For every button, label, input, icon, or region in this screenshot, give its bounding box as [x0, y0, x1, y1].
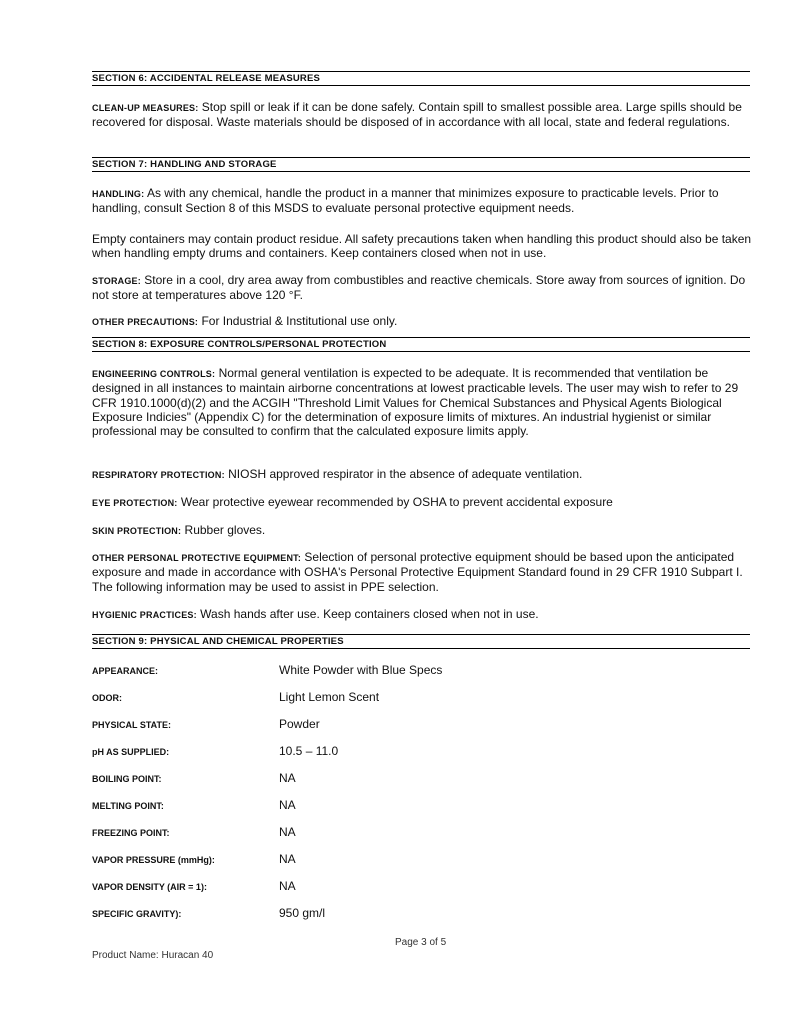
property-row: [92, 690, 752, 708]
hygienic-practices-label: HYGIENIC PRACTICES:: [92, 610, 197, 620]
storage-paragraph: [92, 273, 752, 303]
section-rule: [92, 634, 750, 635]
property-value: NA: [279, 825, 296, 839]
property-label: VAPOR PRESSURE (mmHg):: [92, 855, 215, 865]
respiratory-protection-label: RESPIRATORY PROTECTION:: [92, 470, 225, 480]
handling-label: HANDLING:: [92, 189, 145, 199]
cleanup-label: CLEAN-UP MEASURES:: [92, 103, 199, 113]
hygienic-practices-paragraph: [92, 607, 752, 622]
empty-containers-paragraph: Empty containers may contain product residue. All safety precautions taken when handling this product should also be taken when handling empty drums and containers. Keep containers closed when not in use.: [92, 232, 752, 261]
section-6-title: SECTION 6: ACCIDENTAL RELEASE MEASURES: [92, 73, 321, 84]
handling-paragraph: [92, 186, 752, 216]
property-label: MELTING POINT:: [92, 801, 164, 811]
property-label: PHYSICAL STATE:: [92, 720, 172, 730]
property-row: [92, 744, 752, 762]
property-label: pH AS SUPPLIED:: [92, 747, 170, 757]
property-label: VAPOR DENSITY (AIR = 1):: [92, 882, 207, 892]
property-label: ODOR:: [92, 693, 122, 703]
storage-text: Store in a cool, dry area away from combustibles and reactive chemicals. Store away from sources of ignition. Do not store at temperatures above 120 °F.: [92, 273, 746, 303]
handling-text: As with any chemical, handle the product in a manner that minimizes exposure to practicable levels. Prior to handling, consult Section 8 of this MSDS to evaluate personal protective equipment needs.: [92, 186, 719, 216]
other-ppe-paragraph: [92, 550, 752, 594]
property-label: FREEZING POINT:: [92, 828, 170, 838]
property-value: Light Lemon Scent: [279, 690, 380, 704]
property-row: [92, 852, 752, 870]
other-precautions-label: OTHER PRECAUTIONS:: [92, 317, 199, 327]
skin-protection-paragraph: [92, 523, 752, 538]
property-value: NA: [279, 879, 296, 893]
property-label: SPECIFIC GRAVITY):: [92, 909, 182, 919]
property-value: 10.5 – 11.0: [279, 744, 339, 758]
property-label: APPEARANCE:: [92, 666, 159, 676]
respiratory-protection-text: NIOSH approved respirator in the absence of adequate ventilation.: [228, 467, 583, 481]
respiratory-protection-paragraph: [92, 467, 752, 482]
section-8-title: SECTION 8: EXPOSURE CONTROLS/PERSONAL PROTECTION: [92, 339, 387, 350]
section-rule: [92, 71, 750, 72]
section-rule: [92, 648, 750, 649]
section-rule: [92, 157, 750, 158]
eye-protection-label: EYE PROTECTION:: [92, 498, 178, 508]
page-number: Page 3 of 5: [395, 937, 447, 948]
property-row: [92, 771, 752, 789]
section-rule: [92, 171, 750, 172]
section-rule: [92, 351, 750, 352]
eye-protection-text: Wear protective eyewear recommended by OSHA to prevent accidental exposure: [180, 495, 613, 509]
engineering-controls-text: Normal general ventilation is expected to be adequate. It is recommended that ventilation be designed in all instances to maintain airborne concentrations at lowest practicable levels. The user may wish to refer to 29 CFR 1910.1000(d)(2) and the ACGIH "Threshold Limit Values for Chemical Substances and Physical Agents Biological Exposure Indicies" (Appendix C) for the determination of exposure limits of mixtures. An industrial hygienist or similar professional may be consulted to confirm that the calculated exposure limits apply.: [92, 366, 739, 439]
property-value: NA: [279, 798, 296, 812]
engineering-controls-paragraph: [92, 366, 752, 438]
other-ppe-text: Selection of personal protective equipment should be based upon the anticipated exposure and made in accordance with OSHA's Personal Protective Equipment Standard found in 29 CFR 1910 Subpart I. The following information may be used to assist in PPE selection.: [92, 550, 743, 594]
section-7-title: SECTION 7: HANDLING AND STORAGE: [92, 159, 277, 170]
section-rule: [92, 337, 750, 338]
property-value: 950 gm/l: [279, 906, 326, 920]
section-rule: [92, 85, 750, 86]
property-row: [92, 906, 752, 924]
cleanup-paragraph: [92, 100, 752, 130]
eye-protection-paragraph: [92, 495, 752, 510]
product-name: Product Name: Huracan 40: [92, 950, 214, 961]
other-ppe-label: OTHER PERSONAL PROTECTIVE EQUIPMENT:: [92, 553, 302, 563]
property-value: NA: [279, 771, 296, 785]
property-value: NA: [279, 852, 296, 866]
skin-protection-text: Rubber gloves.: [184, 523, 266, 537]
section-9-title: SECTION 9: PHYSICAL AND CHEMICAL PROPERTIES: [92, 636, 344, 647]
property-label: BOILING POINT:: [92, 774, 162, 784]
property-row: [92, 798, 752, 816]
other-precautions-paragraph: [92, 314, 752, 329]
other-precautions-text: For Industrial & Institutional use only.: [201, 314, 398, 328]
storage-label: STORAGE:: [92, 276, 141, 286]
property-row: [92, 825, 752, 843]
property-row: [92, 879, 752, 897]
property-value: White Powder with Blue Specs: [279, 663, 443, 677]
property-value: Powder: [279, 717, 320, 731]
skin-protection-label: SKIN PROTECTION:: [92, 526, 182, 536]
hygienic-practices-text: Wash hands after use. Keep containers closed when not in use.: [200, 607, 539, 621]
property-row: [92, 663, 752, 681]
engineering-controls-label: ENGINEERING CONTROLS:: [92, 369, 216, 379]
cleanup-text: Stop spill or leak if it can be done safely. Contain spill to smallest possible area. Large spills should be recovered for disposal. Waste materials should be disposed of in accordance with all local, state and federal regulations.: [92, 100, 742, 130]
property-row: [92, 717, 752, 735]
